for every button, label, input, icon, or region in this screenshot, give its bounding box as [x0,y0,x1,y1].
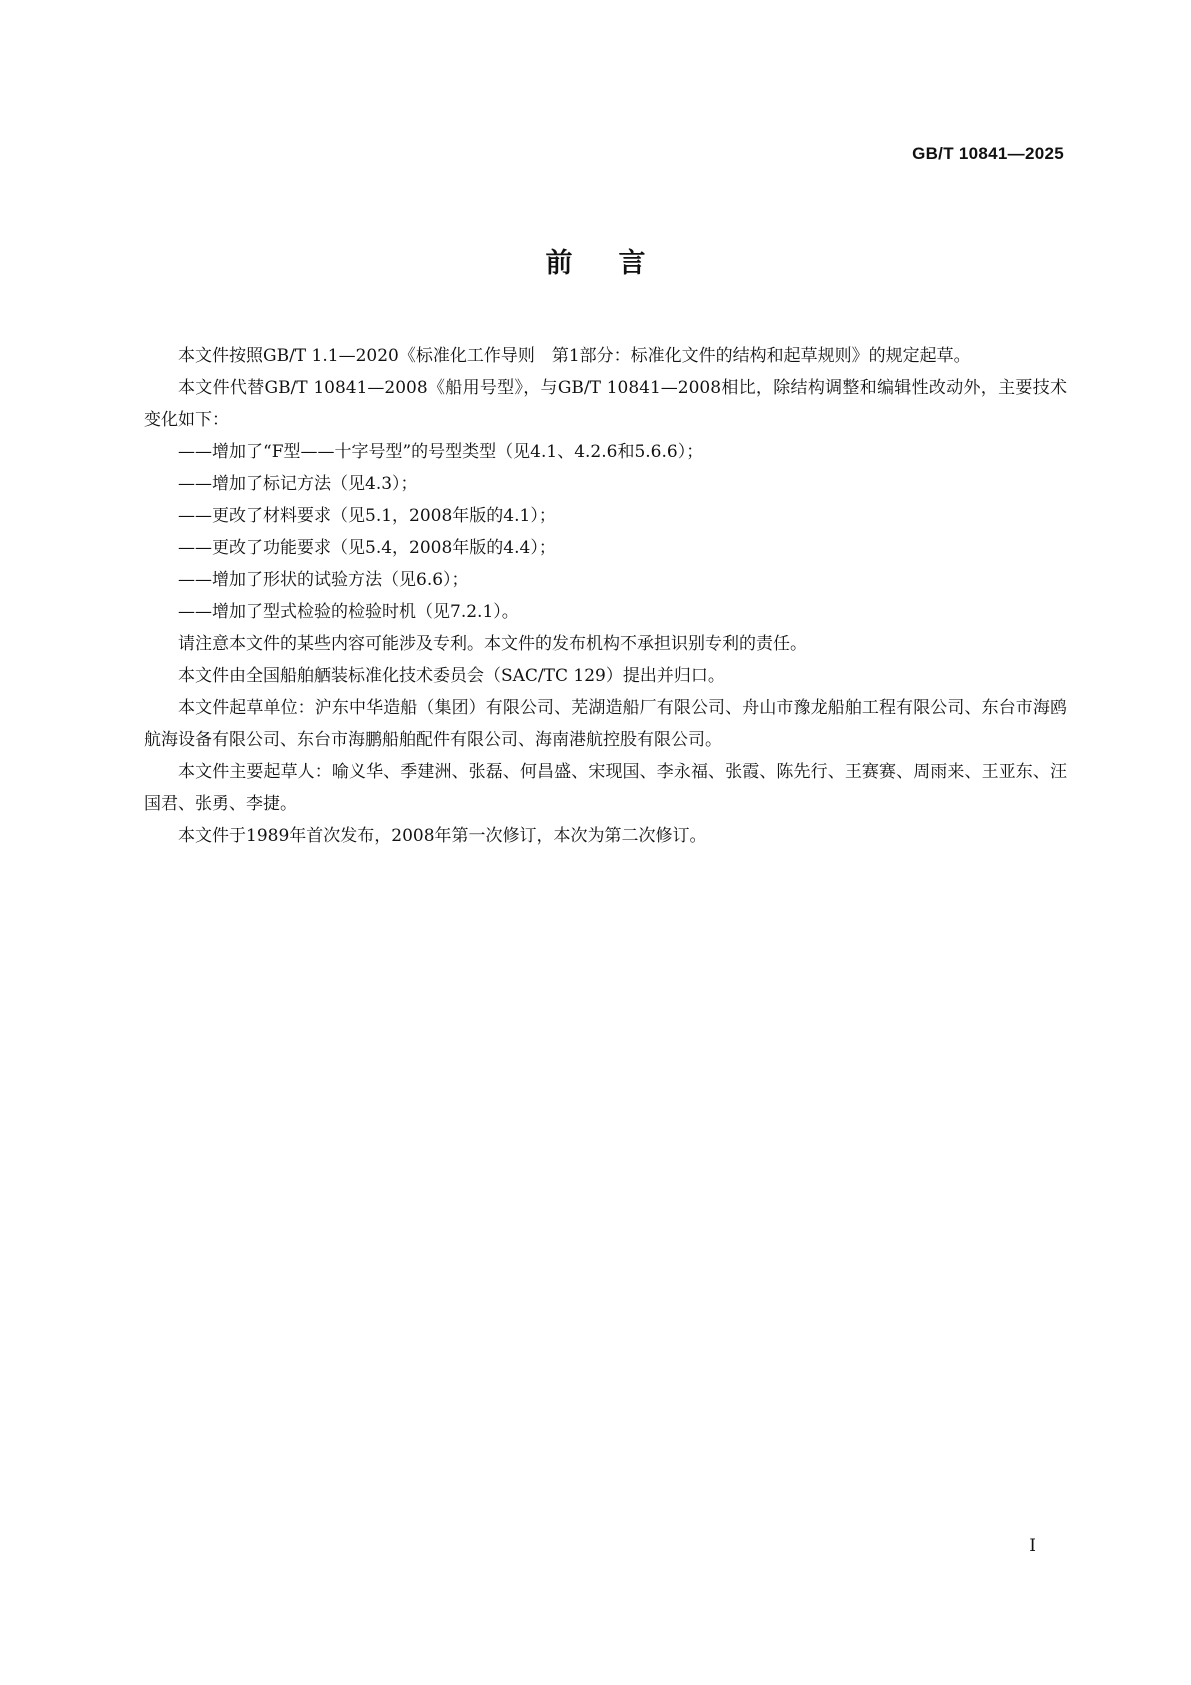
page-title: 前言 [545,248,692,279]
paragraph-drafting-rules: 本文件按照GB/T 1.1—2020《标准化工作导则 第1部分：标准化文件的结构和起草规则》的规定起草。 [178,346,971,366]
change-item: ——增加了标记方法（见4.3）； [178,474,418,494]
foreword-body [144,340,1067,852]
paragraph-replacement: 本文件代替GB/T 10841—2008《船用号型》，与GB/T 10841—2008相比，除结构调整和编辑性改动外，主要技术变化如下： [144,378,1067,430]
paragraph-history: 本文件于1989年首次发布，2008年第一次修订，本次为第二次修订。 [178,826,707,846]
change-item: ——更改了功能要求（见5.4，2008年版的4.4）； [178,538,556,558]
change-item: ——更改了材料要求（见5.1，2008年版的4.1）； [178,506,556,526]
change-item: ——增加了形状的试验方法（见6.6）； [178,570,469,590]
paragraph-patent-notice: 请注意本文件的某些内容可能涉及专利。本文件的发布机构不承担识别专利的责任。 [178,634,807,654]
document-number: GB/T 10841—2025 [912,144,1064,163]
change-item: ——增加了型式检验的检验时机（见7.2.1）。 [178,602,519,622]
page-number: I [1029,1536,1036,1556]
change-item: ——增加了“F型——十字号型”的号型类型（见4.1、4.2.6和5.6.6）； [178,442,704,462]
paragraph-drafters: 本文件主要起草人：喻义华、季建洲、张磊、何昌盛、宋现国、李永福、张霞、陈先行、王赛赛、周雨来、王亚东、汪国君、张勇、李捷。 [144,762,1067,814]
paragraph-drafting-units: 本文件起草单位：沪东中华造船（集团）有限公司、芜湖造船厂有限公司、舟山市豫龙船舶工程有限公司、东台市海鸥航海设备有限公司、东台市海鹏船舶配件有限公司、海南港航控股有限公司。 [144,698,1067,750]
paragraph-committee: 本文件由全国船舶舾装标准化技术委员会（SAC/TC 129）提出并归口。 [178,666,725,686]
